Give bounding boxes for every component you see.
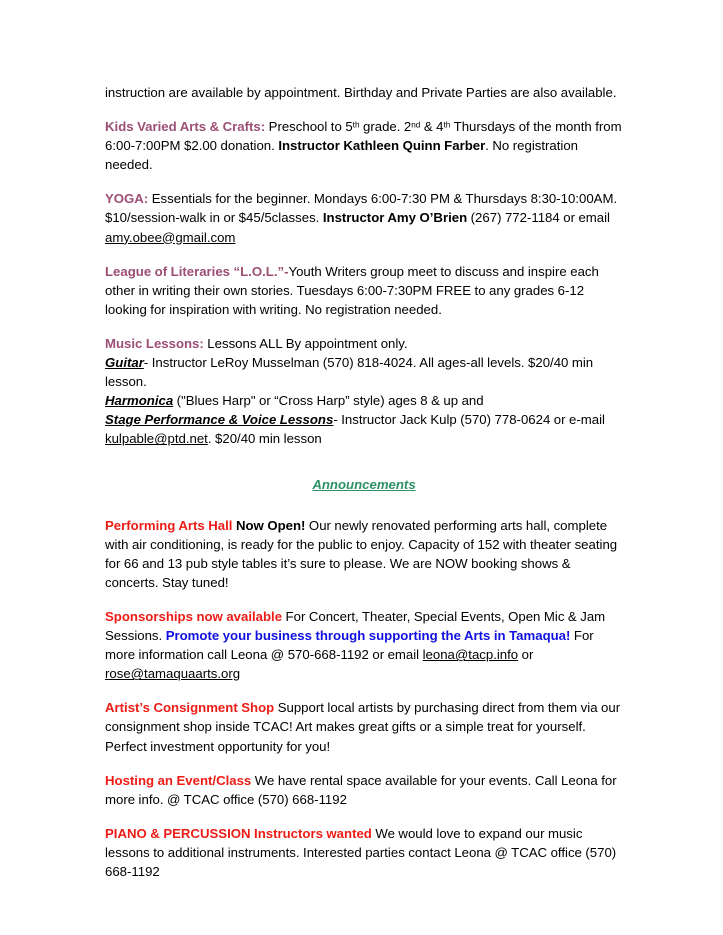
paragraph-yoga	[105, 189, 623, 246]
consignment-body: Support local artists by purchasing direct from them via our consignment shop inside TCAC! Art makes great gifts or a simple treat for yourself. Perfect investment opportunity for you!	[105, 700, 621, 754]
music-guitar-body: - Instructor LeRoy Musselman (570) 818-4024. All ages-all levels. $20/40 min lesson.	[105, 355, 594, 390]
consignment-heading: Artist’s Consignment Shop	[105, 700, 275, 716]
kids-arts-instructor: Instructor Kathleen Quinn Farber	[278, 138, 486, 154]
yoga-body-1: Essentials for the beginner. Mondays 6:00-7:30 PM & Thursdays 8:30-10:00AM. $10/session-walk in or $45/5classes.	[105, 191, 618, 226]
announcements-heading: Announcements	[312, 476, 416, 492]
sponsorships-body-2: For more information call Leona @ 570-668-1192 or email	[105, 628, 594, 663]
paragraph-sponsorships	[105, 607, 623, 683]
kids-arts-body-5: . No registration needed.	[105, 138, 579, 173]
music-stage-email-link[interactable]: kulpable@ptd.net	[105, 431, 208, 447]
sponsorships-email-link-2[interactable]: rose@tamaquaarts.org	[105, 666, 241, 682]
yoga-email-link[interactable]: amy.obee@gmail.com	[105, 229, 236, 245]
kids-arts-sup-3: th	[443, 120, 451, 130]
music-stage-body-1: - Instructor Jack Kulp (570) 778-0624 or e-mail	[333, 412, 605, 428]
sponsorships-body-3: or	[518, 647, 534, 663]
sponsorships-promo: Promote your business through supporting the Arts in Tamaqua!	[165, 628, 571, 644]
piano-heading: PIANO & PERCUSSION Instructors wanted	[105, 825, 372, 841]
yoga-body-2: (267) 772-1184 or email	[467, 210, 610, 226]
paragraph-intro	[105, 83, 623, 102]
lol-heading: League of Literaries “L.O.L.”-	[105, 263, 289, 279]
piano-body: We would love to expand our music lessons to additional instruments. Interested parties contact Leona @ TCAC office (570) 668-1192	[105, 825, 617, 879]
kids-arts-body-1: Preschool to 5	[265, 119, 353, 135]
sponsorships-email-link-1[interactable]: leona@tacp.info	[422, 647, 519, 663]
music-guitar-label: Guitar	[105, 355, 144, 371]
performing-arts-subheading: Now Open!	[235, 517, 306, 533]
intro-text: instruction are available by appointment. Birthday and Private Parties are also available.	[105, 85, 617, 100]
paragraph-consignment-shop	[105, 698, 623, 755]
music-stage-label: Stage Performance & Voice Lessons	[105, 412, 334, 428]
music-intro: Lessons ALL By appointment only.	[203, 335, 408, 351]
document-body	[105, 83, 623, 896]
yoga-heading: YOGA:	[105, 191, 149, 207]
music-harmonica-label: Harmonica	[105, 393, 174, 409]
hosting-heading: Hosting an Event/Class	[105, 772, 252, 788]
kids-arts-sup-2: nd	[411, 120, 421, 130]
paragraph-hosting-event	[105, 771, 623, 809]
music-heading: Music Lessons:	[105, 335, 204, 351]
music-harmonica-body: ("Blues Harp" or “Cross Harp” style) ages 8 & up and	[173, 393, 484, 409]
kids-arts-sup-1: th	[352, 120, 360, 130]
kids-arts-body-4: Thursdays of the month from 6:00-7:00PM $2.00 donation.	[105, 119, 622, 154]
kids-arts-heading: Kids Varied Arts & Crafts:	[105, 119, 266, 135]
paragraph-performing-arts-hall	[105, 516, 623, 592]
kids-arts-body-3: & 4	[420, 119, 444, 135]
yoga-instructor: Instructor Amy O’Brien	[322, 210, 468, 226]
paragraph-music-lessons	[105, 334, 623, 449]
kids-arts-body-2: grade. 2	[359, 119, 412, 135]
paragraph-kids-arts	[105, 117, 623, 174]
paragraph-league-of-literaries	[105, 262, 623, 319]
performing-arts-heading: Performing Arts Hall	[105, 517, 233, 533]
performing-arts-body: Our newly renovated performing arts hall, complete with air conditioning, is ready for the public to enjoy. Capacity of 152 with theater seating for 66 and 13 pub style tables it’s sure to please. We are NOW booking shows & concerts. Stay tuned!	[105, 517, 618, 590]
lol-body: Youth Writers group meet to discuss and inspire each other in writing their own stories. Tuesdays 6:00-7:30PM FREE to any grades 6-12 looking for inspiration with writing. No registration needed.	[105, 263, 599, 317]
sponsorships-heading: Sponsorships now available	[105, 608, 283, 624]
sponsorships-body-1: For Concert, Theater, Special Events, Open Mic & Jam Sessions.	[105, 608, 606, 644]
hosting-body: We have rental space available for your events. Call Leona for more info. @ TCAC office (570) 668-1192	[105, 772, 617, 807]
announcements-heading-wrapper	[105, 475, 623, 494]
paragraph-piano-percussion	[105, 824, 623, 881]
music-stage-body-2: . $20/40 min lesson	[207, 431, 322, 447]
